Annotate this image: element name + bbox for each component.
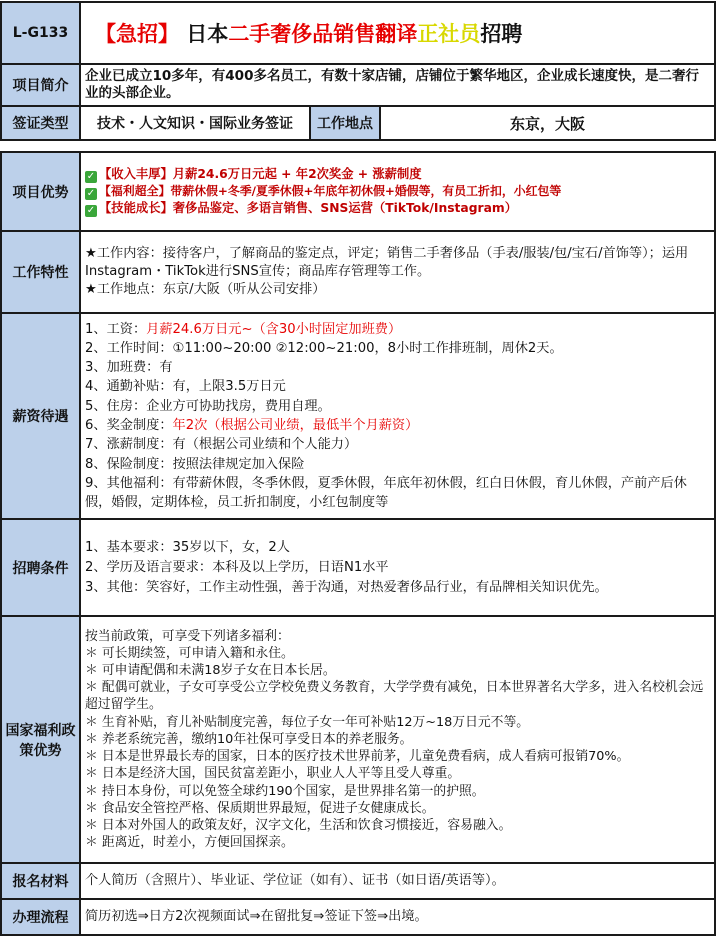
requirement-line: 1、基本要求：35岁以下，女，2人 — [85, 539, 290, 555]
requirements-label: 招聘条件 — [1, 519, 80, 616]
salary-line: 6、奖金制度：年2次（根据公司业绩，最低半个月薪资） — [85, 418, 419, 433]
welfare-line: ＊ 配偶可就业，子女可享受公立学校免费义务教育，大学学费有减免，日本世界著名大学多，进入名校机会远超过留学生。 — [85, 680, 704, 713]
location-value: 东京，大阪 — [380, 106, 715, 140]
check-icon: ✓ — [86, 188, 96, 199]
check-icon: ✓ — [86, 171, 96, 182]
materials-text: 个人简历（含照片）、毕业证、学位证（如有）、证书（如日语/英语等）。 — [80, 863, 715, 899]
job-details — [80, 231, 715, 313]
salary-line: 1、工资：月薪24.6万日元~（含30小时固定加班费） — [85, 321, 402, 337]
job-location: ★工作地点：东京/大阪（听从公司安排） — [85, 282, 326, 297]
job-code: L-G133 — [1, 2, 80, 64]
requirement-line: 2、学历及语言要求：本科及以上学历，日语N1水平 — [85, 559, 389, 575]
salary-line: 3、加班费：有 — [85, 360, 173, 376]
welfare-line: ＊ 日本对外国人的政策友好，汉字文化，生活和饮食习惯接近，容易融入。 — [85, 817, 512, 833]
salary-line: 9、其他福利：有带薪休假，冬季休假，夏季休假，年底年初休假，红白日休假，育儿休假，产前产后休假，婚假，定期体检，员工折扣制度，小红包制度等 — [85, 475, 687, 511]
details-block — [0, 151, 716, 936]
welfare-details — [80, 616, 715, 863]
welfare-line: ＊ 持日本身份，可以免签全球约190个国家，是世界排名第一的护照。 — [85, 783, 485, 799]
salary-line: 5、住房：企业方可协助找房，费用自理。 — [85, 398, 331, 414]
advantages-label: 项目优势 — [1, 152, 80, 231]
welfare-line: 按当前政策，可享受下列诸多福利： — [85, 628, 290, 644]
salary-line: 2、工作时间：①11:00~20:00 ②12:00~21:00，8小时工作排班制，周休2天。 — [85, 340, 563, 356]
welfare-label: 国家福利政策优势 — [1, 616, 80, 863]
advantages-list — [80, 152, 715, 231]
requirement-line: 3、其他：笑容好，工作主动性强，善于沟通，对热爱奢侈品行业，有品牌相关知识优先。 — [85, 579, 608, 595]
advantage-item: ✓ 【福利超全】带薪休假+冬季/夏季休假+年底年初休假+婚假等，有员工折扣，小红包等 — [86, 184, 562, 199]
materials-label: 报名材料 — [1, 863, 80, 899]
welfare-line: ＊ 日本是世界最长寿的国家，日本的医疗技术世界前茅，儿童免费看病，成人看病可报销70%。 — [85, 749, 630, 765]
welfare-line: ＊ 可长期续签，可申请入籍和永住。 — [85, 645, 294, 661]
visa-label: 签证类型 — [1, 106, 80, 140]
salary-line: 7、涨薪制度：有（根据公司业绩和个人能力） — [85, 437, 358, 453]
job-content: ★工作内容：接待客户，了解商品的鉴定点，评定；销售二手奢侈品（手表/服装/包/宝石/首饰等）；运用Instagram・TikTok进行SNS宣传；商品库存管理等工作。 — [85, 246, 689, 279]
advantage-item: ✓ 【技能成长】奢侈品鉴定、多语言销售、SNS运营（TikTok/Instagram） — [86, 201, 517, 216]
welfare-line: ＊ 生育补贴，育儿补贴制度完善，每位子女一年可补贴12万~18万日元不等。 — [85, 714, 530, 730]
welfare-line: ＊ 养老系统完善，缴纳10年社保可享受日本的养老服务。 — [85, 731, 413, 747]
intro-text: 企业已成立10多年，有400多名员工，有数十家店铺，店铺位于繁华地区，企业成长速度快，是二奢行业的头部企业。 — [80, 64, 715, 106]
location-label: 工作地点 — [310, 106, 380, 140]
header-block — [0, 1, 716, 141]
visa-value: 技术・人文知识・国际业务签证 — [80, 106, 310, 140]
welfare-line: ＊ 可申请配偶和未满18岁子女在日本长居。 — [85, 663, 336, 679]
salary-line: 4、通勤补贴：有，上限3.5万日元 — [85, 379, 286, 395]
welfare-line: ＊ 食品安全管控严格、保质期世界最短，促进子女健康成长。 — [85, 800, 435, 816]
salary-label: 薪资待遇 — [1, 313, 80, 519]
process-label: 办理流程 — [1, 899, 80, 935]
process-text: 简历初选⇒日方2次视频面试⇒在留批复⇒签证下签⇒出境。 — [80, 899, 715, 935]
intro-label: 项目简介 — [1, 64, 80, 106]
salary-line: 8、保险制度：按照法律规定加入保险 — [85, 456, 305, 472]
urgent-badge: 急招 — [116, 22, 158, 46]
check-icon: ✓ — [86, 205, 96, 216]
job-label: 工作特性 — [1, 231, 80, 313]
advantage-item: ✓ 【收入丰厚】月薪24.6万日元起 + 年2次奖金 + 涨薪制度 — [86, 167, 422, 182]
welfare-line: ＊ 距离近，时差小，方便回国探亲。 — [85, 835, 294, 851]
requirements-details — [80, 519, 715, 616]
welfare-line: ＊ 日本是经济大国，国民贫富差距小，职业人人平等且受人尊重。 — [85, 766, 461, 782]
salary-details — [80, 313, 715, 519]
page-title: 【急招】 日本二手奢侈品销售翻译正社员招聘 — [80, 2, 715, 64]
